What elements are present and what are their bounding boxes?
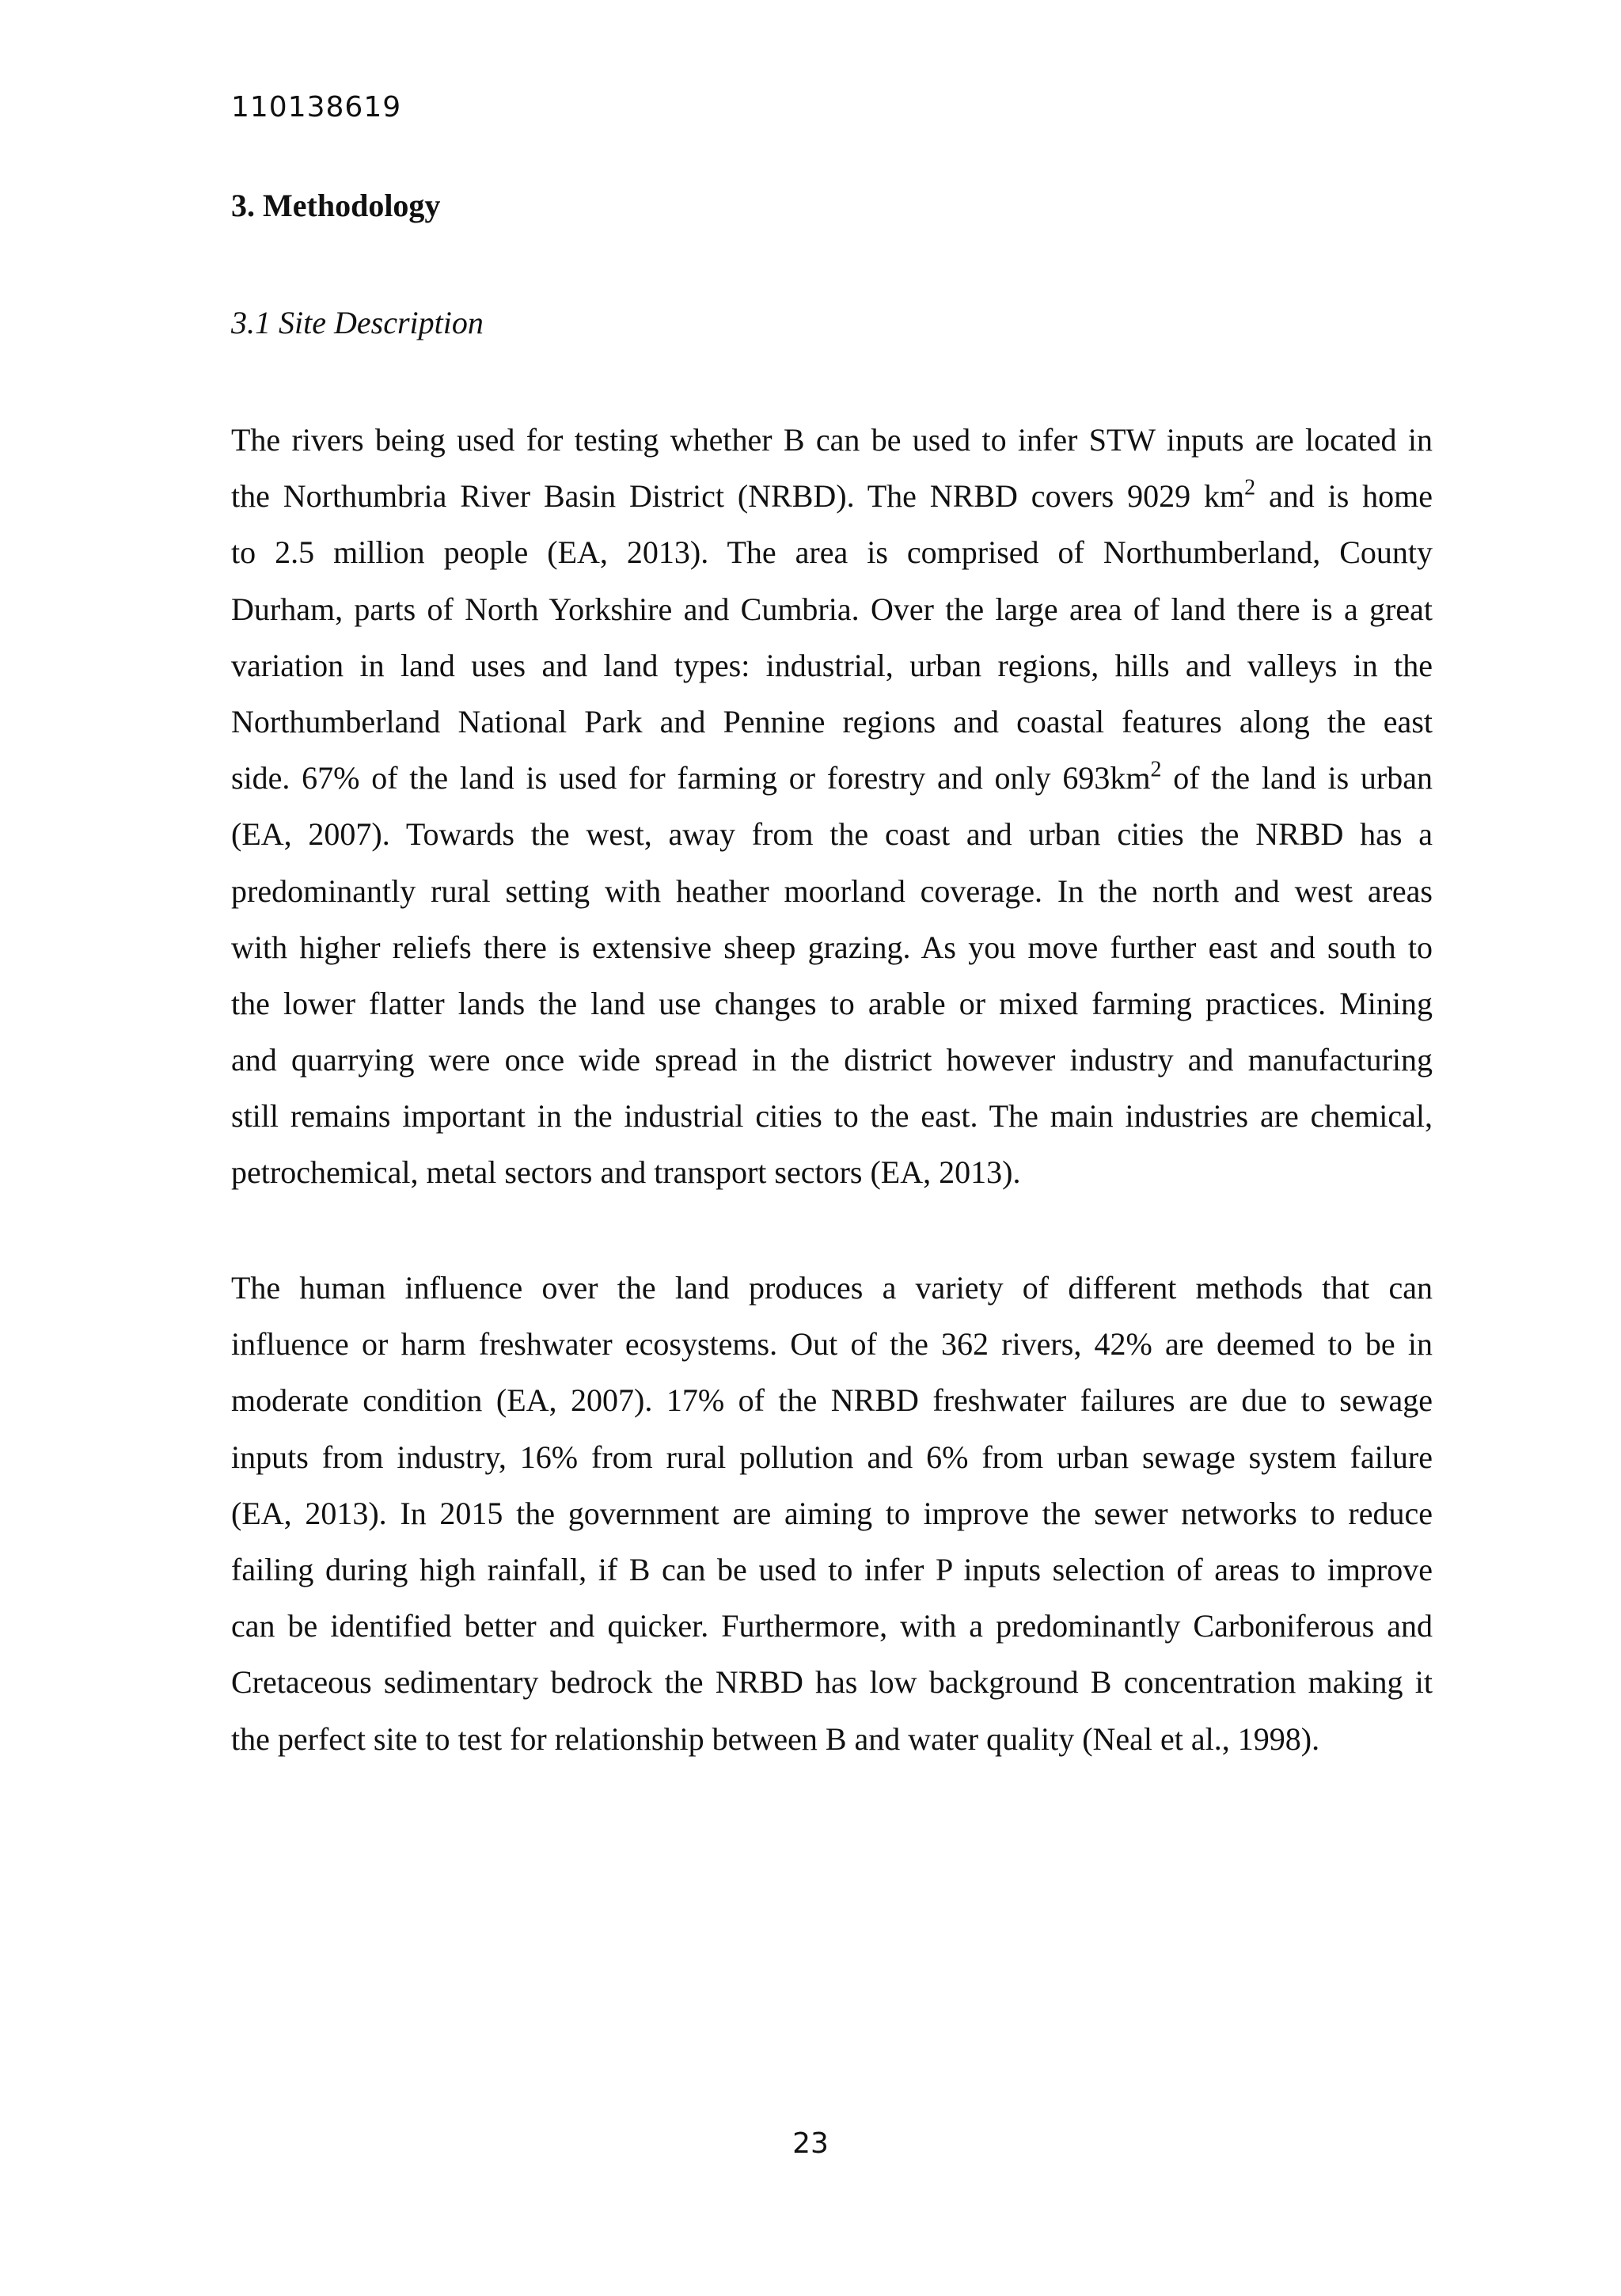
text-line-tail: and is home <box>1255 478 1433 515</box>
text-line: (EA, 2013). In 2015 the government are aiming to improve the sewer networks to reduce <box>231 1495 1433 1531</box>
paragraph-site-description-1 <box>231 412 1433 1201</box>
text-line: Durham, parts of North Yorkshire and Cumbria. Over the large area of land there is a great <box>231 591 1433 627</box>
text-line: moderate condition (EA, 2007). 17% of the NRBD freshwater failures are due to sewage <box>231 1382 1433 1419</box>
text-line: to 2.5 million people (EA, 2013). The area is comprised of Northumberland, County <box>231 534 1433 571</box>
text-line: still remains important in the industrial cities to the east. The main industries are chemical, <box>231 1098 1433 1135</box>
text-line: The rivers being used for testing whether B can be used to infer STW inputs are located in <box>231 422 1433 458</box>
text-line: and quarrying were once wide spread in the district however industry and manufacturing <box>231 1042 1433 1078</box>
student-id-header: 110138619 <box>231 91 402 124</box>
superscript: 2 <box>1150 757 1162 782</box>
superscript: 2 <box>1244 475 1256 500</box>
subsection-title: 3.1 Site Description <box>231 305 484 340</box>
text-line: the perfect site to test for relationship between B and water quality (Neal et al., 1998). <box>231 1720 1320 1757</box>
text-line: can be identified better and quicker. Furthermore, with a predominantly Carboniferous and <box>231 1608 1433 1644</box>
text-line: failing during high rainfall, if B can be used to infer P inputs selection of areas to improve <box>231 1551 1433 1587</box>
text-line <box>231 750 1433 806</box>
text-line <box>231 468 1433 524</box>
section-title: 3. Methodology <box>231 188 441 223</box>
text-line: variation in land uses and land types: industrial, urban regions, hills and valleys in the <box>231 647 1433 683</box>
text-line: The human influence over the land produces a variety of different methods that can <box>231 1270 1433 1306</box>
text-line: inputs from industry, 16% from rural pollution and 6% from urban sewage system failure <box>231 1439 1433 1475</box>
text-line-main: the Northumbria River Basin District (NRBD). The NRBD covers 9029 km <box>231 478 1245 515</box>
text-line-tail: of the land is urban <box>1161 760 1433 796</box>
text-line: with higher reliefs there is extensive sheep grazing. As you move further east and south to <box>231 929 1433 965</box>
paragraph-site-description-2 <box>231 1260 1433 1767</box>
text-line: Northumberland National Park and Pennine regions and coastal features along the east <box>231 703 1433 739</box>
text-line: (EA, 2007). Towards the west, away from the coast and urban cities the NRBD has a <box>231 816 1433 853</box>
text-line-main: side. 67% of the land is used for farming or forestry and only 693km <box>231 760 1151 796</box>
text-line: the lower flatter lands the land use changes to arable or mixed farming practices. Mining <box>231 985 1433 1021</box>
text-line: influence or harm freshwater ecosystems. Out of the 362 rivers, 42% are deemed to be in <box>231 1326 1433 1363</box>
text-line: petrochemical, metal sectors and transport sectors (EA, 2013). <box>231 1154 1021 1191</box>
page-number: 23 <box>792 2127 829 2160</box>
text-line: Cretaceous sedimentary bedrock the NRBD has low background B concentration making it <box>231 1664 1433 1701</box>
text-line: predominantly rural setting with heather moorland coverage. In the north and west areas <box>231 872 1433 909</box>
